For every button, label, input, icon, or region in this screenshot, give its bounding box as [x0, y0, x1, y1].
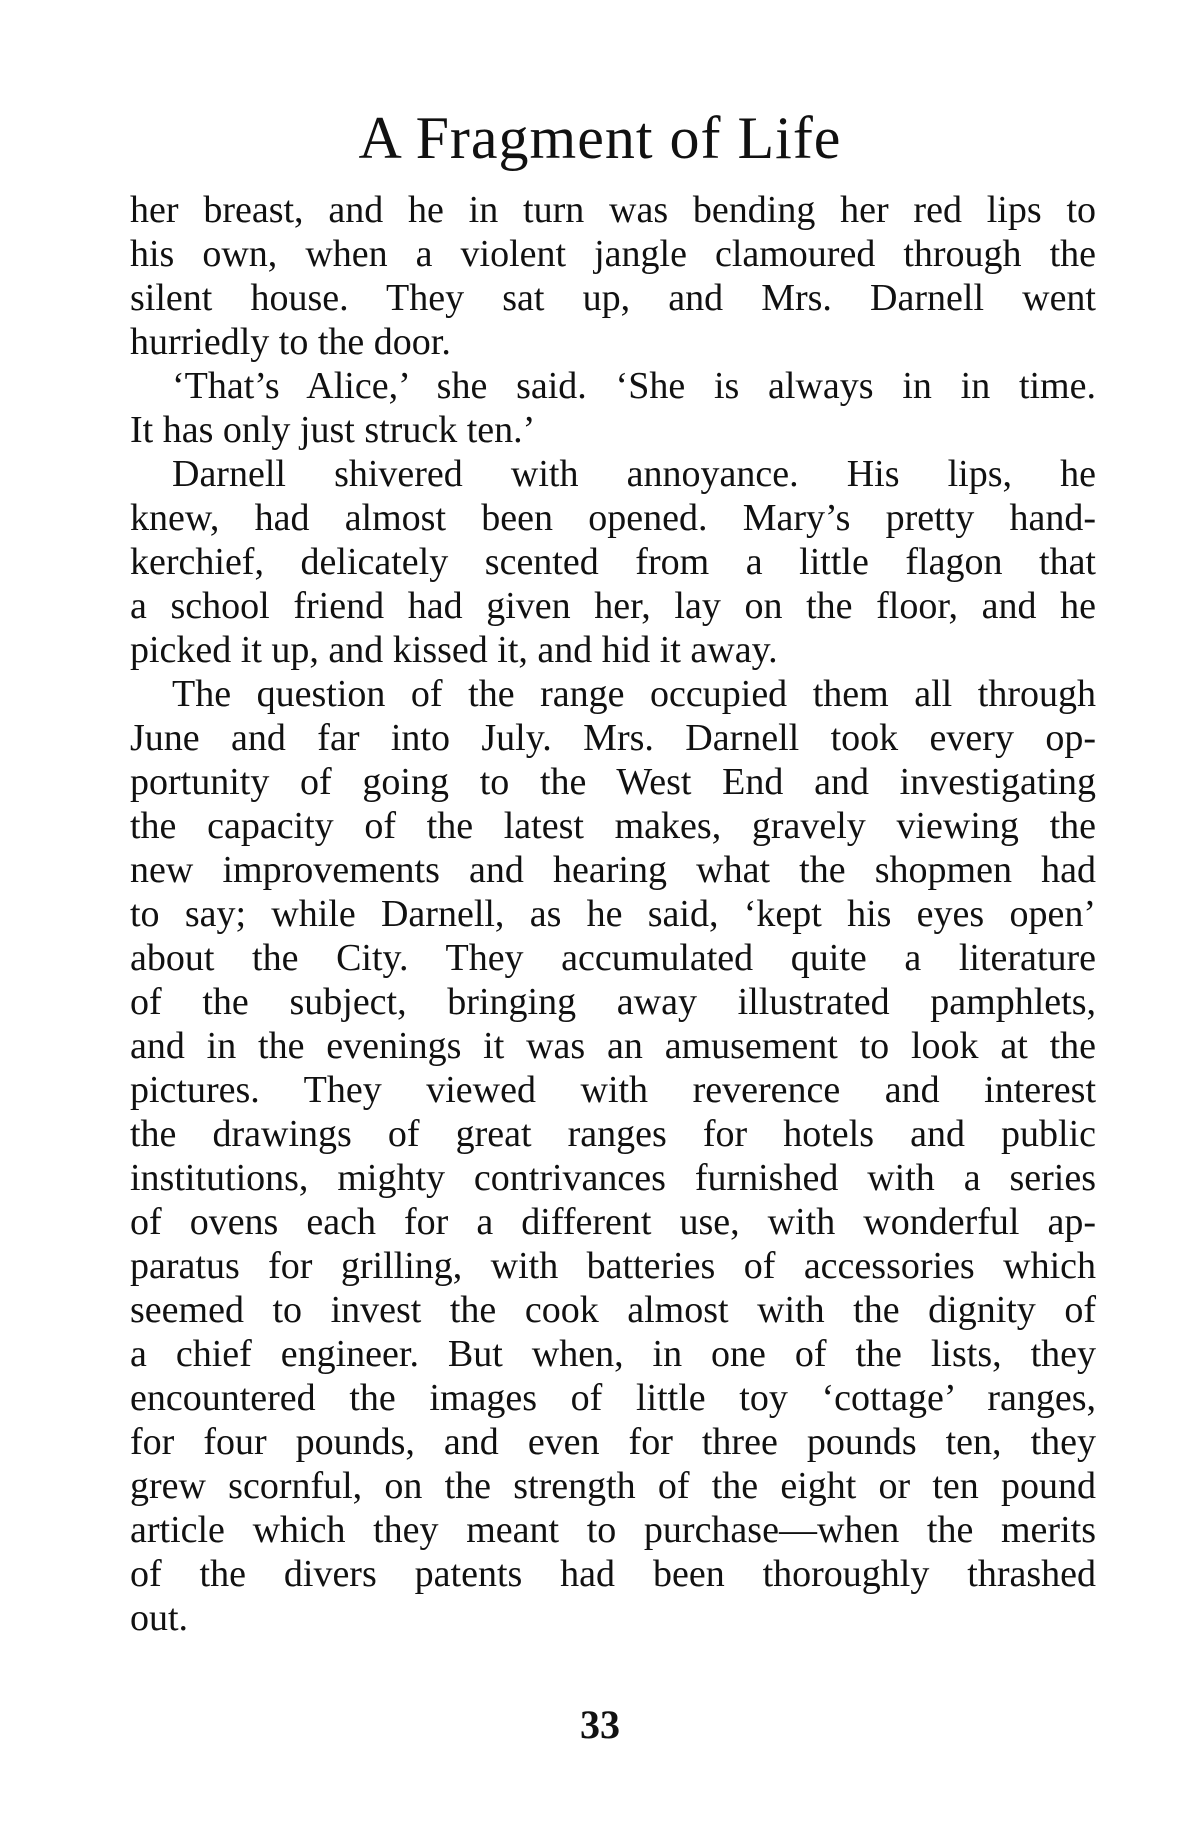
body-text	[130, 188, 1096, 1640]
text-line: the drawings of great ranges for hotels and public	[130, 1113, 1096, 1155]
text-line: a chief engineer. But when, in one of the lists, they	[130, 1333, 1096, 1375]
text-line: of ovens each for a different use, with wonderful ap-	[130, 1201, 1096, 1243]
text-line: paratus for grilling, with batteries of accessories which	[130, 1245, 1096, 1287]
text-line: his own, when a violent jangle clamoured through the	[130, 233, 1096, 275]
text-line: silent house. They sat up, and Mrs. Darnell went	[130, 277, 1096, 319]
text-line: of the divers patents had been thoroughly thrashed	[130, 1553, 1096, 1595]
text-line: the capacity of the latest makes, gravely viewing the	[130, 805, 1096, 847]
text-line: encountered the images of little toy ‘cottage’ ranges,	[130, 1377, 1096, 1419]
text-line: knew, had almost been opened. Mary’s pretty hand-	[130, 497, 1096, 539]
text-line: hurriedly to the door.	[130, 321, 451, 363]
page-number: 33	[580, 1702, 620, 1747]
text-line: new improvements and hearing what the shopmen had	[130, 849, 1096, 891]
text-line: to say; while Darnell, as he said, ‘kept his eyes open’	[130, 893, 1096, 935]
text-line: article which they meant to purchase—when the merits	[130, 1509, 1096, 1551]
text-line: grew scornful, on the strength of the eight or ten pound	[130, 1465, 1096, 1507]
text-line: a school friend had given her, lay on the floor, and he	[130, 585, 1096, 627]
text-line: It has only just struck ten.’	[130, 409, 536, 451]
running-head-title: A Fragment of Life	[358, 105, 842, 171]
text-line: kerchief, delicately scented from a little flagon that	[130, 541, 1096, 583]
text-line: and in the evenings it was an amusement to look at the	[130, 1025, 1096, 1067]
text-line: about the City. They accumulated quite a literature	[130, 937, 1096, 979]
text-line: Darnell shivered with annoyance. His lips, he	[172, 453, 1096, 495]
text-line: ‘That’s Alice,’ she said. ‘She is always in in time.	[172, 365, 1096, 407]
text-line: institutions, mighty contrivances furnished with a series	[130, 1157, 1096, 1199]
text-line: picked it up, and kissed it, and hid it away.	[130, 629, 778, 671]
text-line: her breast, and he in turn was bending her red lips to	[130, 189, 1096, 231]
text-line: for four pounds, and even for three pounds ten, they	[130, 1421, 1096, 1463]
text-line: June and far into July. Mrs. Darnell took every op-	[130, 717, 1096, 759]
text-line: portunity of going to the West End and investigating	[130, 761, 1096, 803]
text-line: seemed to invest the cook almost with the dignity of	[130, 1289, 1096, 1331]
text-line: pictures. They viewed with reverence and interest	[130, 1069, 1096, 1111]
text-line: The question of the range occupied them all through	[172, 673, 1096, 715]
text-line: of the subject, bringing away illustrated pamphlets,	[130, 981, 1096, 1023]
text-line: out.	[130, 1597, 189, 1639]
